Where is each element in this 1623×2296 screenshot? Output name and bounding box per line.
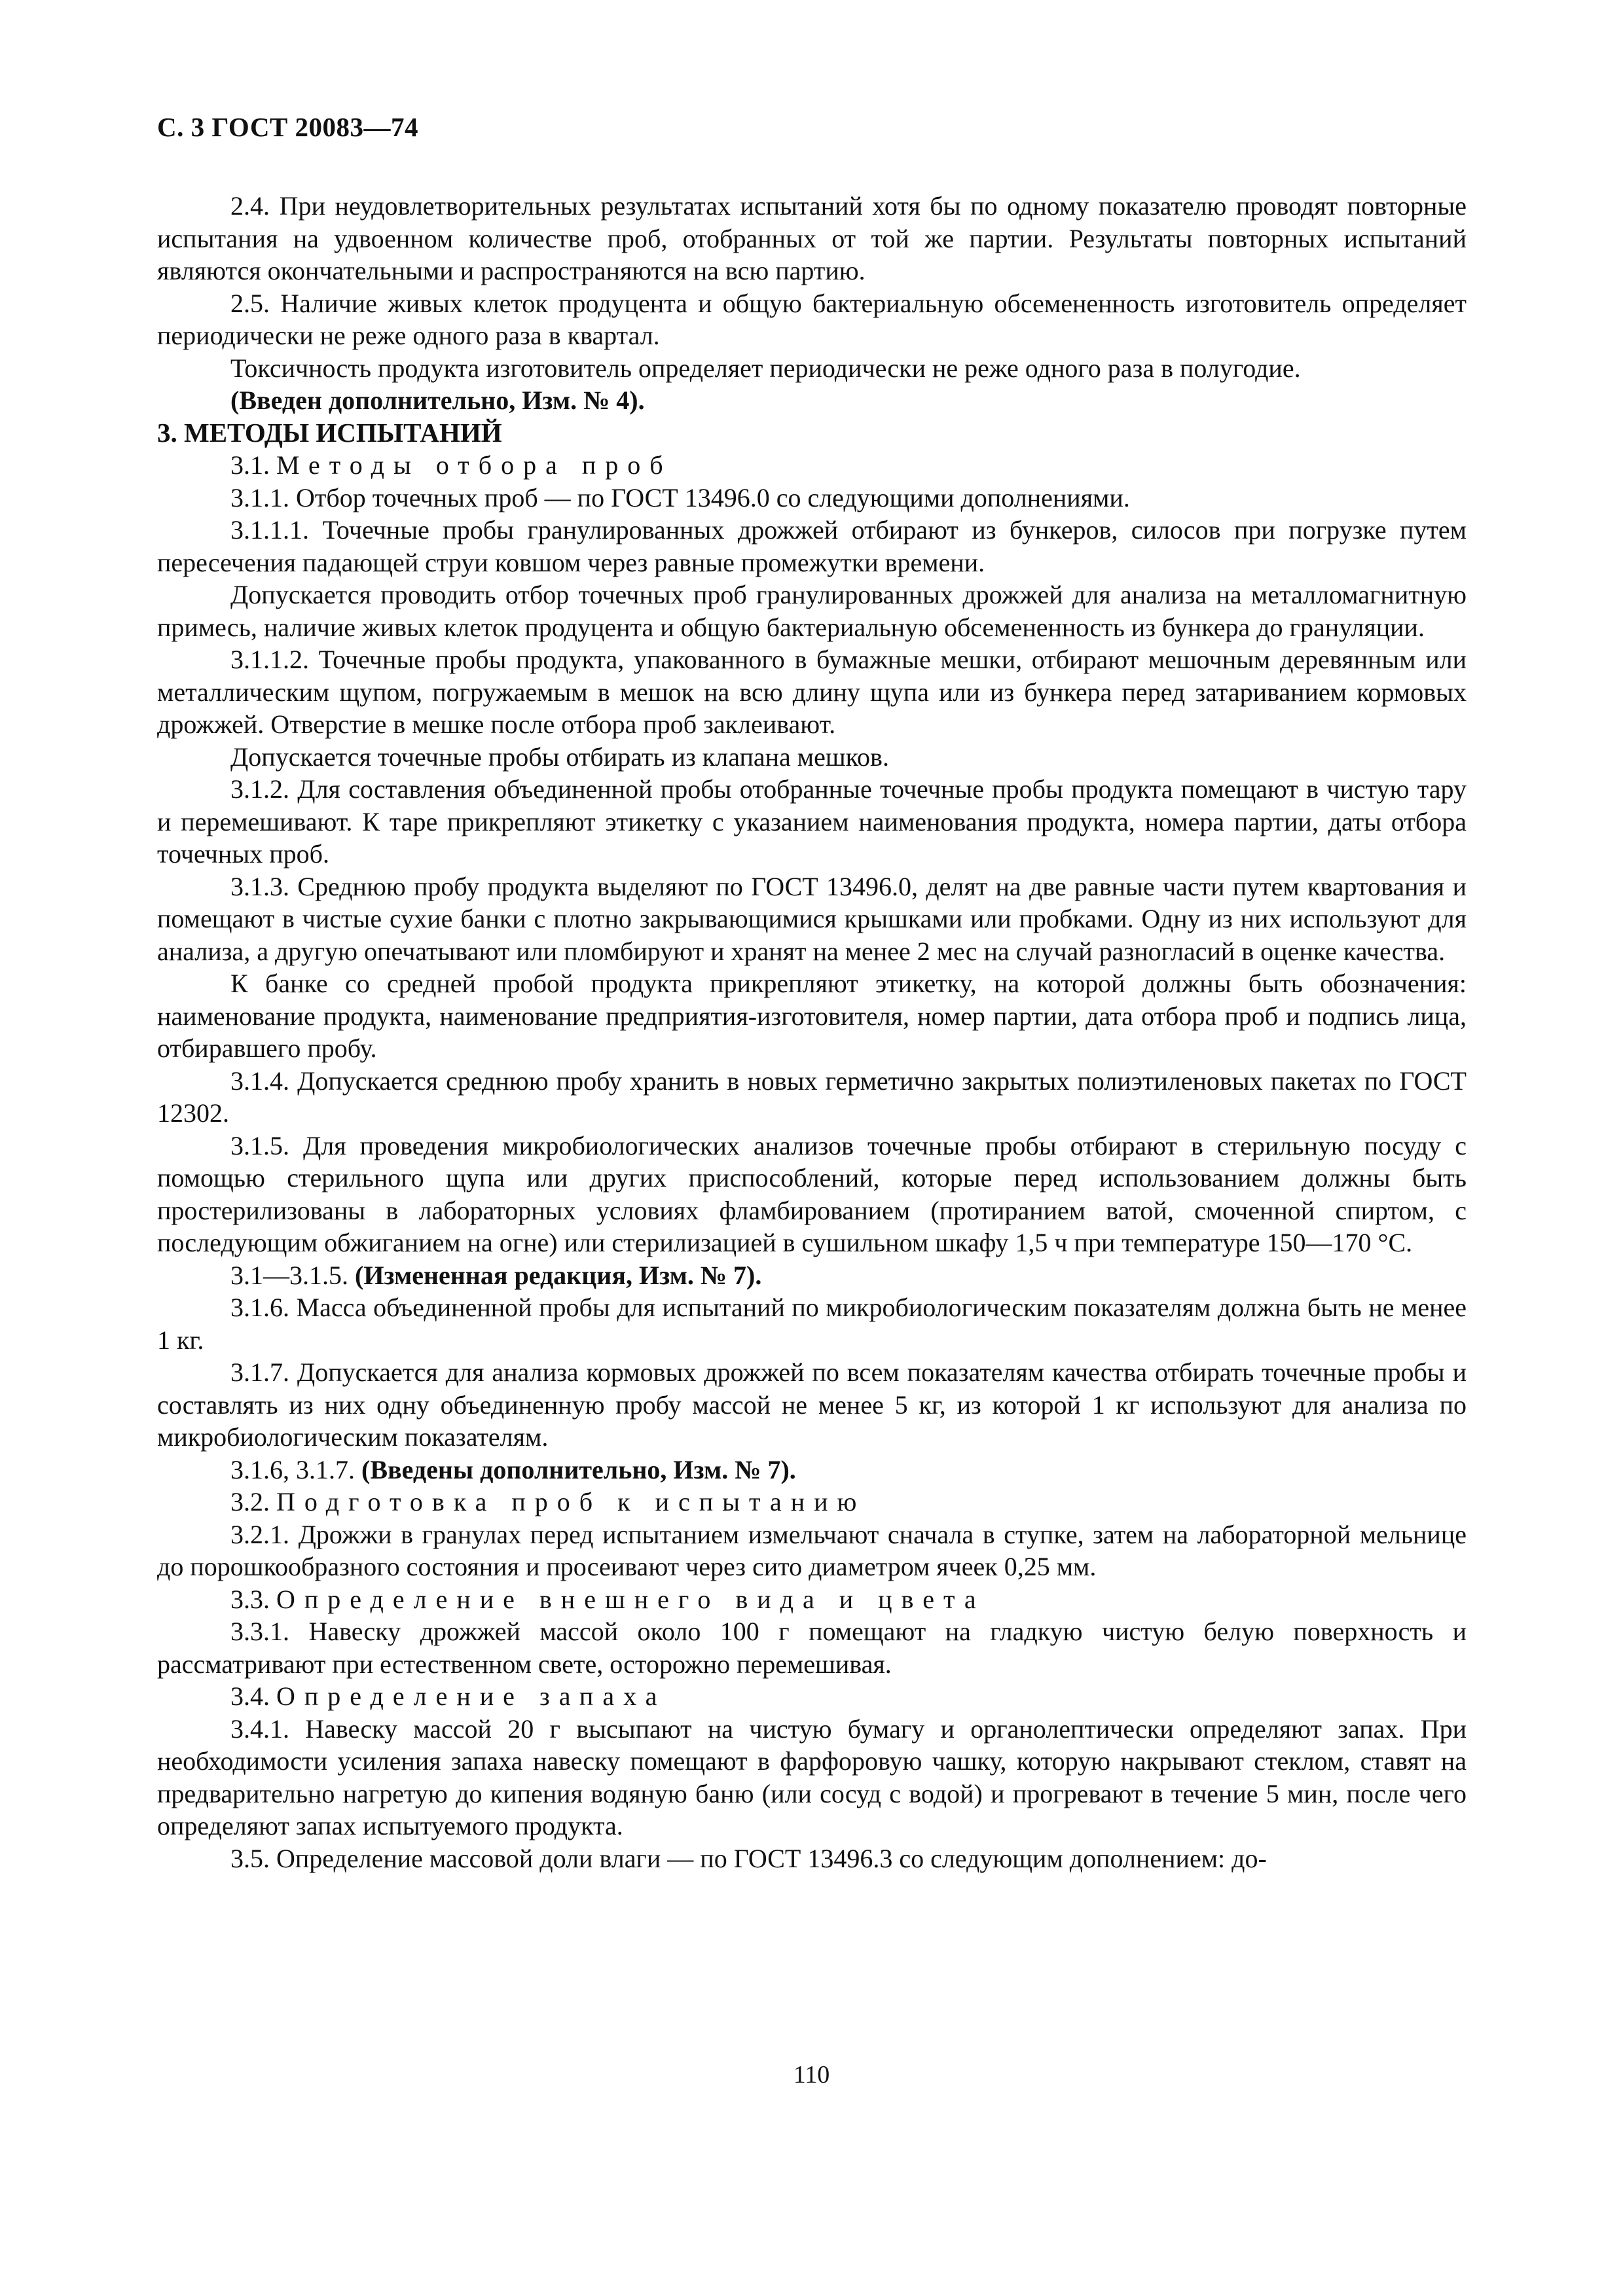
subsection-number: 3.2. [230,1487,270,1516]
paragraph-3-1-1-1b: Допускается проводить отбор точечных проб гранулированных дрожжей для анализа на металломагнитную примесь, наличие живых клеток продуцента и общую бактериальную обсемененность из бункера до грануляции. [157,580,1467,642]
running-title: С. 3 ГОСТ 20083—74 [157,112,419,142]
paragraph-3-1-2: 3.1.2. Для составления объединенной пробы отобранные точечные пробы продукта помещают в чистую тару и перемешивают. К таре прикрепляют этикетку с указанием наименования продукта, номера партии, даты отбора точечных проб. [157,774,1467,869]
paragraph-3-2-1: 3.2.1. Дрожжи в гранулах перед испытанием измельчают сначала в ступке, затем на лабораторной мельнице до порошкообразного состояния и просеивают через сито диаметром ячеек 0,25 мм. [157,1519,1467,1581]
section-title: 3. МЕТОДЫ ИСПЫТАНИЙ [157,417,502,448]
subsection-number: 3.4. [230,1681,270,1711]
note-range: 3.1.6, 3.1.7. [230,1454,355,1484]
paragraph-3-1-3: 3.1.3. Среднюю пробу продукта выделяют по ГОСТ 13496.0, делят на две равные части путем квартования и помещают в чистые сухие банки с плотно закрывающимися крышками или пробками. Одну из них используют для анализа, а другую опечатывают или пломбируют и хранят на менее 2 мес на случай разногласий в оценке качества. [157,871,1467,966]
note-range: 3.1—3.1.5. [230,1260,348,1290]
page-number: 110 [793,2061,830,2089]
paragraph-3-1-7: 3.1.7. Допускается для анализа кормовых дрожжей по всем показателям качества отбирать точечные пробы и составлять из них одну объединенную пробу массой не менее 5 кг, из которой 1 кг используют для анализа по микробиологическим показателям. [157,1357,1467,1452]
amendment-note-7a [157,1259,1467,1292]
paragraph-3-1-5: 3.1.5. Для проведения микробиологических анализов точечные пробы отбирают в стерильную посуду с помощью стерильного щупа или других приспособлений, которые перед использованием должны быть простерилизованы в лабораторных условиях фламбированием (протиранием ватой, смоченной спиртом, с последующим обжиганием на огне) или стерилизацией в сушильном шкафу 1,5 ч при температуре 150—170 °С. [157,1130,1467,1257]
paragraph-3-3-1: 3.3.1. Навеску дрожжей массой около 100 г помещают на гладкую чистую белую поверхность и рассматривают при естественном свете, осторожно перемешивая. [157,1617,1467,1679]
subsection-number: 3.3. [230,1584,270,1614]
subsection-title: Подготовка проб к испытанию [276,1487,866,1516]
paragraph-3-1-1-2b: Допускается точечные пробы отбирать из клапана мешков. [230,742,889,772]
paragraph-3-1-1: 3.1.1. Отбор точечных проб — по ГОСТ 13496.0 со следующими дополнениями. [230,482,1130,512]
paragraph-2-5-toxicity: Токсичность продукта изготовитель определяет периодически не реже одного раза в полугодие. [230,353,1301,383]
subsection-3-1-heading [157,449,1467,482]
paragraph-3-5: 3.5. Определение массовой доли влаги — по ГОСТ 13496.3 со следующим дополнением: до- [230,1843,1267,1873]
paragraph-3-1-4: 3.1.4. Допускается среднюю пробу хранить в новых герметично закрытых полиэтиленовых пакетах по ГОСТ 12302. [157,1066,1467,1128]
paragraph-3-1-1-1: 3.1.1.1. Точечные пробы гранулированных дрожжей отбирают из бункеров, силосов при погрузке путем пересечения падающей струи ковшом через равные промежутки времени. [157,515,1467,577]
amendment-note-7b [157,1454,1467,1486]
paragraph-3-1-6: 3.1.6. Масса объединенной пробы для испытаний по микробиологическим показателям должна быть не менее 1 кг. [157,1293,1467,1355]
subsection-title: Определение внешнего вида и цвета [276,1584,985,1614]
subsection-title: Определение запаха [276,1681,666,1711]
paragraph-3-4-1: 3.4.1. Навеску массой 20 г высыпают на чистую бумагу и органолептически определяют запах. При необходимости усиления запаха навеску помещают в фарфоровую чашку, которую накрывают стеклом, ставят на предварительно нагретую до кипения водяную баню (или сосуд с водой) и прогревают в течение 5 мин, после чего определяют запах испытуемого продукта. [157,1713,1467,1840]
paragraph-3-1-1-2: 3.1.1.2. Точечные пробы продукта, упакованного в бумажные мешки, отбирают мешочным деревянным или металлическим щупом, погружаемым в мешок на всю длину щупа или из бункера перед затариванием кормовых дрожжей. Отверстие в мешке после отбора проб заклеивают. [157,645,1467,739]
subsection-3-2-heading [157,1486,1467,1518]
subsection-3-3-heading [157,1583,1467,1616]
subsection-number: 3.1. [230,450,270,480]
note-text: (Введены дополнительно, Изм. № 7). [361,1454,796,1484]
amendment-note-4: (Введен дополнительно, Изм. № 4). [230,386,645,415]
document-body [157,190,1467,1874]
subsection-title: Методы отбора проб [276,450,672,480]
paragraph-2-5: 2.5. Наличие живых клеток продуцента и общую бактериальную обсемененность изготовитель определяет периодически не реже одного раза в квартал. [157,288,1467,350]
paragraph-3-1-3b: К банке со средней пробой продукта прикрепляют этикетку, на которой должны быть обозначения: наименование продукта, наименование предприятия-изготовителя, номер партии, дата отбора проб и подпись лица, отбиравшего пробу. [157,969,1467,1063]
paragraph-2-4: 2.4. При неудовлетворительных результатах испытаний хотя бы по одному показателю проводят повторные испытания на удвоенном количестве проб, отобранных от той же партии. Результаты повторных испытаний являются окончательными и распространяются на всю партию. [157,191,1467,285]
note-text: (Измененная редакция, Изм. № 7). [355,1260,762,1290]
subsection-3-4-heading [157,1680,1467,1713]
